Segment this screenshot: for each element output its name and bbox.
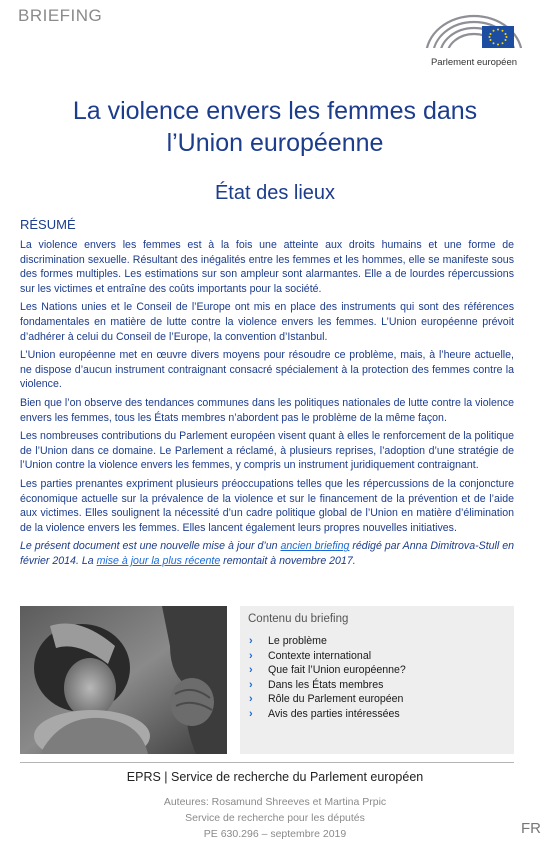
summary-paragraph: L’Union européenne met en œuvre divers moyens pour résoudre ce problème, mais, à l’heure actuelle, ne dispose d’aucun instrument contraignant consacré spécialement à la protection des femmes contre la violence. bbox=[20, 349, 514, 391]
contents-item[interactable] bbox=[248, 649, 406, 664]
chevron-right-icon: › bbox=[249, 678, 253, 691]
contents-item[interactable] bbox=[248, 634, 406, 649]
contents-item-label: Contexte international bbox=[268, 649, 372, 662]
document-subtitle: État des lieux bbox=[214, 182, 336, 204]
briefing-label: BRIEFING bbox=[18, 6, 103, 25]
summary-heading: RÉSUMÉ bbox=[20, 217, 76, 232]
contents-item[interactable] bbox=[248, 678, 406, 693]
summary-paragraph: Les nombreuses contributions du Parlement européen visent quant à elles le renforcement de la politique de l’Union dans ce domaine. Le Parlement a réclamé, à plusieurs reprises, l’adoption d’une stratégie de l’Union contre la violence envers les femmes, y compris un instrument juridiquement contraignant. bbox=[20, 430, 514, 472]
latest-update-link[interactable]: mise à jour la plus récente bbox=[96, 554, 221, 567]
summary-paragraph: Les Nations unies et le Conseil de l’Europe ont mis en place des instruments qui sont des références fondamentales en matière de lutte contre la violence envers les femmes. L’Union européenne prévoit d’adhérer à celui du Conseil de l’Europe, la convention d’Istanbul. bbox=[20, 301, 514, 343]
cover-photo-illustration bbox=[20, 606, 227, 754]
note-text-1: Le présent document est une nouvelle mise à jour d’un bbox=[20, 540, 281, 553]
title-line-1: La violence envers les femmes dans bbox=[72, 97, 478, 125]
cover-photo bbox=[20, 606, 227, 754]
contents-item-label: Dans les États membres bbox=[268, 678, 384, 691]
contents-item[interactable] bbox=[248, 707, 406, 722]
old-briefing-link[interactable]: ancien briefing bbox=[280, 540, 350, 553]
update-note bbox=[20, 539, 514, 568]
summary-paragraph: Bien que l’on observe des tendances communes dans les politiques nationales de lutte contre la violence envers les femmes, tous les États membres n’abordent pas le problème de la même façon. bbox=[20, 396, 514, 424]
summary-paragraph: Les parties prenantes expriment plusieurs préoccupations telles que les répercussions de la conjoncture économique actuelle sur la prévalence de la violence et sur le financement de la prévention et de l’aide aux victimes. Elles soulignent la nécessité d’un cadre politique global de l’Union en matière d’élimination de la violence envers les femmes. Elles lancent également leurs propres nouvelles initiatives. bbox=[20, 477, 514, 534]
chevron-right-icon: › bbox=[249, 635, 253, 647]
european-parliament-logo bbox=[420, 6, 530, 64]
document-title bbox=[20, 95, 530, 159]
note-text-2: rédigé par Anna Dimitrova-Stull en février 2014. La bbox=[20, 540, 514, 567]
contents-list bbox=[248, 634, 406, 722]
contents-box bbox=[240, 606, 514, 754]
logo-name: Parlement européen bbox=[430, 57, 518, 68]
contents-item-label: Le problème bbox=[268, 635, 327, 647]
footer-divider bbox=[20, 762, 514, 763]
service-line: Service de recherche pour les députés bbox=[185, 812, 365, 824]
reference-line: PE 630.296 – septembre 2019 bbox=[203, 828, 347, 840]
authors-line: Auteures: Rosamund Shreeves et Martina Prpic bbox=[163, 796, 387, 808]
contents-item-label: Que fait l’Union européenne? bbox=[268, 664, 406, 677]
contents-item-label: Avis des parties intéressées bbox=[268, 707, 400, 720]
summary-body bbox=[20, 238, 514, 572]
summary-paragraph: La violence envers les femmes est à la fois une atteinte aux droits humains et une forme de discrimination sexuelle. Résultant des inégalités entre les femmes et les hommes, elle se manifeste sous des formes multiples. Les estimations sur son ampleur sont alarmantes. Elle a de lourdes répercussions sur les victimes et entraîne des coûts importants pour la société. bbox=[20, 239, 514, 295]
chevron-right-icon: › bbox=[249, 693, 253, 706]
chevron-right-icon: › bbox=[249, 707, 253, 720]
language-code: FR bbox=[521, 820, 541, 837]
header-bar bbox=[0, 0, 550, 72]
chevron-right-icon: › bbox=[249, 649, 253, 662]
eprs-line: EPRS | Service de recherche du Parlement européen bbox=[126, 770, 424, 784]
chevron-right-icon: › bbox=[249, 664, 253, 677]
note-text-3: remontait à novembre 2017. bbox=[220, 554, 356, 567]
contents-item[interactable] bbox=[248, 663, 406, 678]
contents-title: Contenu du briefing bbox=[248, 613, 349, 625]
contents-item-label: Rôle du Parlement européen bbox=[268, 693, 404, 706]
contents-item[interactable] bbox=[248, 692, 406, 707]
title-line-2: l’Union européenne bbox=[166, 129, 384, 157]
